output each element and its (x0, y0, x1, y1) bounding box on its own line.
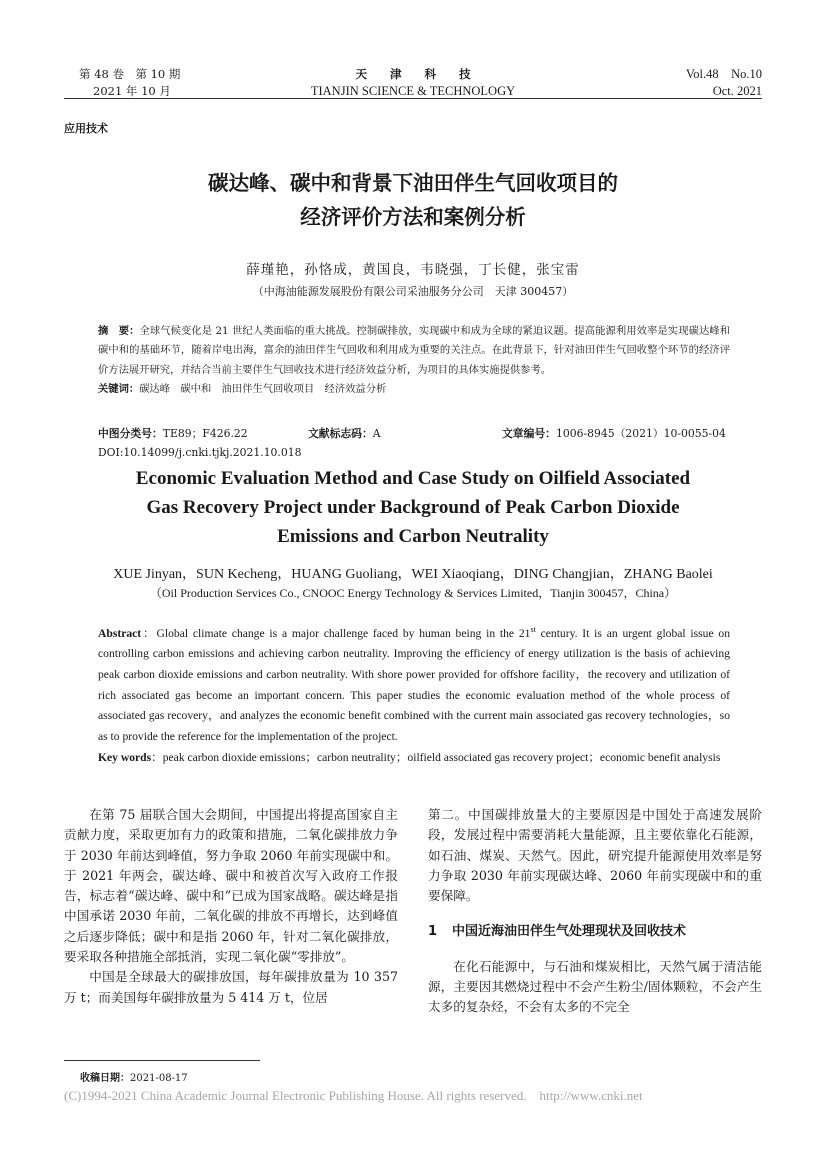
keywords-en-text: ：peak carbon dioxide emissions；carbon neutrality；oilfield associated gas recovery project；economic benefit analysis (151, 751, 721, 765)
footnote-divider (64, 1060, 260, 1061)
abstract-en-label: Abstract (98, 626, 142, 640)
footnote-received (80, 1069, 188, 1084)
title-en (0, 464, 826, 551)
abstract-en-text-b: century. It is an urgent global issue on controlling carbon emissions and achieving carbon neutrality. Improving the efficiency of energy utilization is the basis of achieving peak carbon dioxide emissions and carbon neutrality. With shore power provided for offshore facility，the recovery and utilization of rich associated gas become an important concern. This paper studies the economic evaluation method of the whole process of associated gas recovery，and analyzes the economic benefit combined with the current main associated gas recovery technologies，so as to provide the reference for the implementation of the project. (98, 626, 730, 743)
header-oct: Oct. 2021 (712, 84, 762, 98)
abstract-cn-text: 全球气候变化是 21 世纪人类面临的重大挑战。控制碳排放，实现碳中和成为全球的紧迫议题。提高能源利用效率是实现碳达峰和碳中和的基础环节，随着岸电出海，富余的油田伴生气回收和利用成为重要的关注点。在此背景下，针对油田伴生气回收整个环节的经济评价方法展开研究，并结合当前主要伴生气回收技术进行经济效益分析，为项目的具体实施提供参考。 (98, 325, 730, 376)
keywords-en-label: Key words (98, 751, 152, 765)
article-number (502, 427, 726, 440)
title-cn (0, 166, 826, 234)
affiliation-en: （Oil Production Services Co., CNOOC Energy Technology & Services Limited，Tianjin 300457，China） (149, 586, 677, 600)
clc-label: 中图分类号： (98, 427, 163, 440)
art-label: 文章编号： (502, 427, 556, 440)
abstract-cn (98, 322, 730, 400)
body-right-column (428, 805, 762, 1018)
clc-number (98, 424, 308, 443)
header-journal-en: TIANJIN SCIENCE & TECHNOLOGY (310, 84, 516, 98)
copyright-watermark: (C)1994-2021 China Academic Journal Electronic Publishing House. All rights reserved. http://www.cnki.net (64, 1088, 643, 1103)
clc-value: TE89；F426.22 (162, 427, 248, 440)
title-en-line3: Emissions and Carbon Neutrality (277, 526, 549, 547)
header-divider (64, 98, 762, 99)
footnote-date: 2021-08-17 (130, 1073, 188, 1084)
title-en-line2: Gas Recovery Project under Background of Peak Carbon Dioxide (146, 497, 680, 518)
header-volume: 第 48 卷 第 10 期 (79, 67, 181, 81)
abstract-cn-label: 摘 要： (98, 325, 140, 337)
body-paragraph: 中国是全球最大的碳排放国，每年碳排放量为 10 357 万 t；而美国每年碳排放量为 5 414 万 t，位居 (64, 969, 398, 1005)
header-date: 2021 年 10 月 (93, 84, 171, 98)
authors-cn: 薛瑾艳，孙恪成，黄国良，韦晓强，丁长健，张宝雷 (246, 262, 580, 278)
header-journal-cn: 天 津 科 技 (355, 67, 471, 81)
doc-label: 文献标志码： (308, 427, 373, 440)
body-left-column (64, 805, 398, 1008)
affiliation-cn: （中海油能源发展股份有限公司采油服务分公司 天津 300457） (252, 285, 574, 298)
body-paragraph: 在第 75 届联合国大会期间，中国提出将提高国家自主贡献力度，采取更加有力的政策和措施，二氧化碳排放力争于 2030 年前达到峰值，努力争取 2060 年前实现碳中和。于 2021 年两会，碳达峰、碳中和被首次写入政府工作报告，标志着“碳达峰、碳中和”已成为国家战略。碳达峰是指中国承诺 2030 年前，二氧化碳的排放不再增长，达到峰值之后逐步降低；碳中和是指 2060 年，针对二氧化碳排放，要采取各种措施全部抵消，实现二氧化碳“零排放”。 (64, 807, 398, 965)
abstract-cn-paragraph (98, 322, 730, 380)
header-vol-no: Vol.48 No.10 (685, 67, 762, 81)
section-tag: 应用技术 (64, 122, 108, 135)
section-heading-number: 1 (428, 924, 438, 940)
body-paragraph: 在化石能源中，与石油和煤炭相比，天然气属于清洁能源，主要因其燃烧过程中不会产生粉尘/固体颗粒，不会产生太多的复杂烃，不会有太多的不完全 (428, 958, 762, 1015)
doc-code (308, 424, 502, 443)
classification-row (98, 424, 758, 462)
title-cn-line1: 碳达峰、碳中和背景下油田伴生气回收项目的 (208, 171, 618, 195)
header-vol-en (686, 66, 762, 100)
section-heading-1 (428, 922, 762, 942)
keywords-cn (98, 380, 730, 399)
footnote-label: 收稿日期： (80, 1073, 130, 1084)
keywords-cn-text: 碳达峰 碳中和 油田伴生气回收项目 经济效益分析 (139, 383, 387, 396)
abstract-en-paragraph (98, 620, 730, 747)
abstract-en-text-a: ：Global climate change is a major challenge faced by human being in the 21 (141, 626, 531, 640)
doc-value: A (372, 427, 381, 440)
section-heading-text: 中国近海油田伴生气处理现状及回收技术 (452, 924, 687, 940)
title-cn-line2: 经济评价方法和案例分析 (300, 205, 526, 229)
title-en-line1: Economic Evaluation Method and Case Study on Oilfield Associated (135, 468, 691, 489)
authors-en: XUE Jinyan，SUN Kecheng，HUANG Guoliang，WEI Xiaoqiang，DING Changjian，ZHANG Baolei (113, 567, 713, 582)
keywords-en (98, 748, 730, 769)
art-value: 1006-8945（2021）10-0055-04 (555, 427, 726, 440)
doi: DOI:10.14099/j.cnki.tjkj.2021.10.018 (98, 446, 302, 459)
abstract-en-sup: st (530, 625, 536, 634)
abstract-en (98, 620, 730, 769)
body-paragraph: 第二。中国碳排放量大的主要原因是中国处于高速发展阶段，发展过程中需要消耗大量能源，且主要依靠化石能源，如石油、煤炭、天然气。因此，研究提升能源使用效率是努力争取 2030 年前实现碳达峰、2060 年前实现碳中和的重要保障。 (428, 807, 762, 904)
keywords-cn-label: 关键词： (98, 383, 140, 396)
